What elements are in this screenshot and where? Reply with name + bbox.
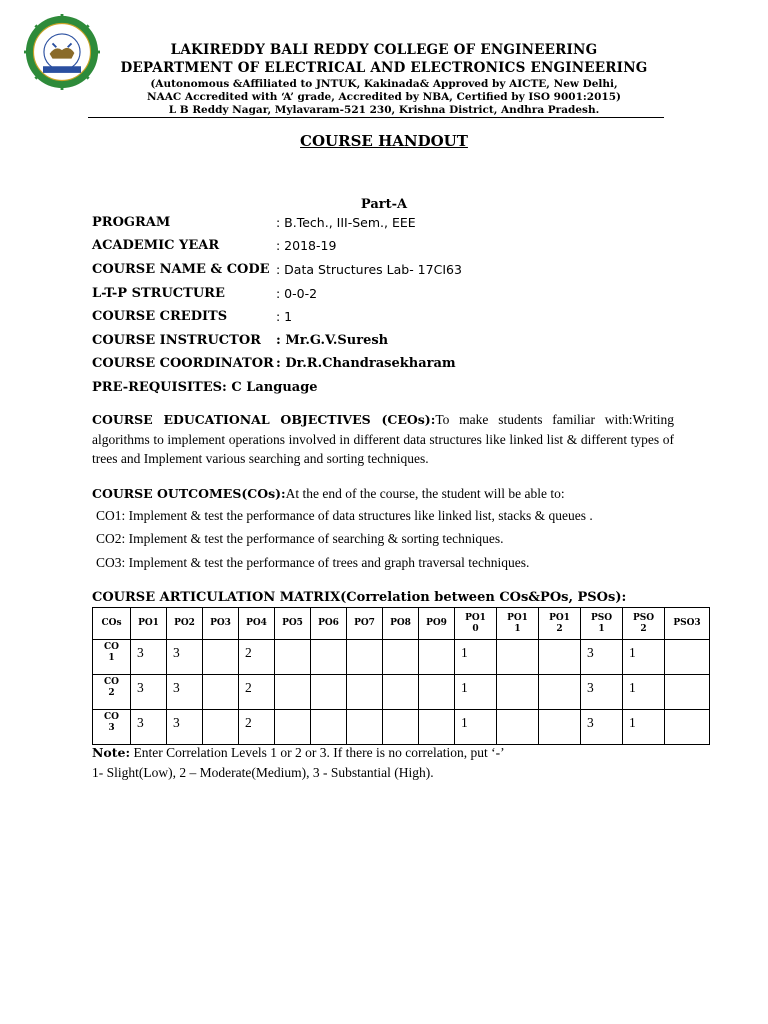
matrix-row-co2: [93, 675, 710, 710]
matrix-cell: 3: [167, 710, 203, 745]
detail-label: COURSE INSTRUCTOR: [92, 333, 261, 348]
note-line: [92, 745, 505, 761]
detail-row-prerequisites: [92, 380, 318, 395]
affiliation-line: (Autonomous &Affiliated to JNTUK, Kakinada& Approved by AICTE, New Delhi,: [150, 78, 618, 90]
matrix-cell: [203, 675, 239, 710]
matrix-cell: [383, 640, 419, 675]
detail-label: COURSE CREDITS: [92, 309, 228, 324]
matrix-cell: [275, 640, 311, 675]
matrix-header: PSO 2: [623, 608, 665, 640]
matrix-title: COURSE ARTICULATION MATRIX(Correlation between COs&POs, PSOs):: [92, 590, 627, 605]
matrix-cell: [665, 710, 710, 745]
matrix-header: PO8: [383, 608, 419, 640]
matrix-header: PO9: [419, 608, 455, 640]
matrix-cell: [383, 710, 419, 745]
matrix-cell: 1: [623, 675, 665, 710]
outcome-item: CO2: Implement & test the performance of searching & sorting techniques.: [96, 531, 504, 546]
matrix-cell: [203, 640, 239, 675]
detail-value: : Dr.R.Chandrasekharam: [276, 356, 456, 371]
detail-label: PROGRAM: [92, 215, 171, 230]
matrix-cell: 2: [239, 640, 275, 675]
matrix-row-co3: [93, 710, 710, 745]
ceo-text: To make students familiar with:Writing algorithms to implement operations involved in different data structures like linked list & different types of trees and Implement various searching and sorting techniques.: [92, 412, 675, 466]
matrix-cell: 3: [581, 675, 623, 710]
page-title: COURSE HANDOUT: [300, 132, 468, 150]
matrix-cell: 3: [131, 675, 167, 710]
matrix-cell: [539, 640, 581, 675]
detail-value: : Data Structures Lab- 17CI63: [276, 262, 462, 277]
detail-label: COURSE COORDINATOR: [92, 356, 274, 371]
matrix-cell: 3: [131, 710, 167, 745]
detail-value: : Mr.G.V.Suresh: [276, 333, 389, 348]
detail-label: COURSE NAME & CODE: [92, 262, 270, 277]
matrix-cell: [539, 710, 581, 745]
outcomes-intro: At the end of the course, the student will be able to:: [285, 486, 565, 501]
department-name: DEPARTMENT OF ELECTRICAL AND ELECTRONICS ENGINEERING: [120, 60, 648, 76]
matrix-cell: [347, 675, 383, 710]
ceo-paragraph: [92, 410, 674, 469]
matrix-cell: [497, 640, 539, 675]
detail-label: L-T-P STRUCTURE: [92, 286, 225, 301]
matrix-cell: [665, 640, 710, 675]
matrix-cell: [311, 675, 347, 710]
outcomes-heading: [92, 484, 674, 504]
matrix-cell: 1: [455, 710, 497, 745]
matrix-header: PO1: [131, 608, 167, 640]
matrix-header: PO3: [203, 608, 239, 640]
matrix-header: PO1 0: [455, 608, 497, 640]
matrix-cell: 3: [167, 675, 203, 710]
matrix-header: PO4: [239, 608, 275, 640]
header-divider: [88, 117, 664, 118]
matrix-cell: 1: [455, 675, 497, 710]
outcome-item: CO1: Implement & test the performance of data structures like linked list, stacks & queues .: [96, 508, 593, 523]
matrix-header: PO1 1: [497, 608, 539, 640]
college-name: LAKIREDDY BALI REDDY COLLEGE OF ENGINEERING: [170, 42, 598, 58]
matrix-cell: [419, 710, 455, 745]
matrix-header: PO7: [347, 608, 383, 640]
matrix-header: PO1 2: [539, 608, 581, 640]
matrix-cell: [203, 710, 239, 745]
matrix-row-header: CO 2: [93, 675, 131, 710]
note-label: Note:: [92, 745, 131, 760]
matrix-cell: [347, 710, 383, 745]
matrix-header: PO6: [311, 608, 347, 640]
matrix-row-header: CO 3: [93, 710, 131, 745]
matrix-cell: [539, 675, 581, 710]
outcome-item: CO3: Implement & test the performance of trees and graph traversal techniques.: [96, 555, 530, 570]
matrix-header-row: [93, 608, 710, 640]
matrix-cell: [347, 640, 383, 675]
matrix-cell: 3: [167, 640, 203, 675]
detail-value: : 1: [276, 309, 293, 324]
matrix-cell: 3: [581, 640, 623, 675]
matrix-cell: [275, 675, 311, 710]
detail-value: : 2018-19: [276, 238, 337, 253]
matrix-cell: [275, 710, 311, 745]
matrix-cell: [383, 675, 419, 710]
matrix-cell: [311, 640, 347, 675]
detail-value: C Language: [231, 380, 318, 395]
detail-value: : 0-0-2: [276, 286, 318, 301]
matrix-cell: [311, 710, 347, 745]
accreditation-line: NAAC Accredited with ‘A’ grade, Accredited by NBA, Certified by ISO 9001:2015): [147, 91, 621, 103]
matrix-cell: 3: [581, 710, 623, 745]
matrix-cell: 1: [623, 710, 665, 745]
matrix-cell: 1: [623, 640, 665, 675]
matrix-row-header: CO 1: [93, 640, 131, 675]
college-seal-icon: [24, 14, 100, 90]
matrix-cell: 1: [455, 640, 497, 675]
part-heading: Part-A: [360, 197, 408, 212]
ceo-label: COURSE EDUCATIONAL OBJECTIVES (CEOs):: [92, 412, 436, 427]
matrix-cell: 2: [239, 710, 275, 745]
matrix-header: PSO3: [665, 608, 710, 640]
outcomes-label: COURSE OUTCOMES(COs):: [92, 486, 286, 501]
note-levels: 1- Slight(Low), 2 – Moderate(Medium), 3 - Substantial (High).: [92, 765, 434, 780]
articulation-matrix: [92, 607, 710, 745]
matrix-header: PO2: [167, 608, 203, 640]
matrix-cell: 3: [131, 640, 167, 675]
detail-value: : B.Tech., III-Sem., EEE: [276, 215, 416, 230]
matrix-row-co1: [93, 640, 710, 675]
detail-label: ACADEMIC YEAR: [92, 238, 220, 253]
matrix-cell: [497, 710, 539, 745]
matrix-cell: [419, 640, 455, 675]
matrix-cell: 2: [239, 675, 275, 710]
note-text: Enter Correlation Levels 1 or 2 or 3. If there is no correlation, put ‘-’: [133, 745, 505, 760]
matrix-header: COs: [93, 608, 131, 640]
matrix-cell: [419, 675, 455, 710]
matrix-cell: [497, 675, 539, 710]
detail-label: PRE-REQUISITES:: [92, 380, 227, 395]
matrix-cell: [665, 675, 710, 710]
address-line: L B Reddy Nagar, Mylavaram-521 230, Krishna District, Andhra Pradesh.: [168, 104, 600, 116]
matrix-header: PSO 1: [581, 608, 623, 640]
matrix-header: PO5: [275, 608, 311, 640]
